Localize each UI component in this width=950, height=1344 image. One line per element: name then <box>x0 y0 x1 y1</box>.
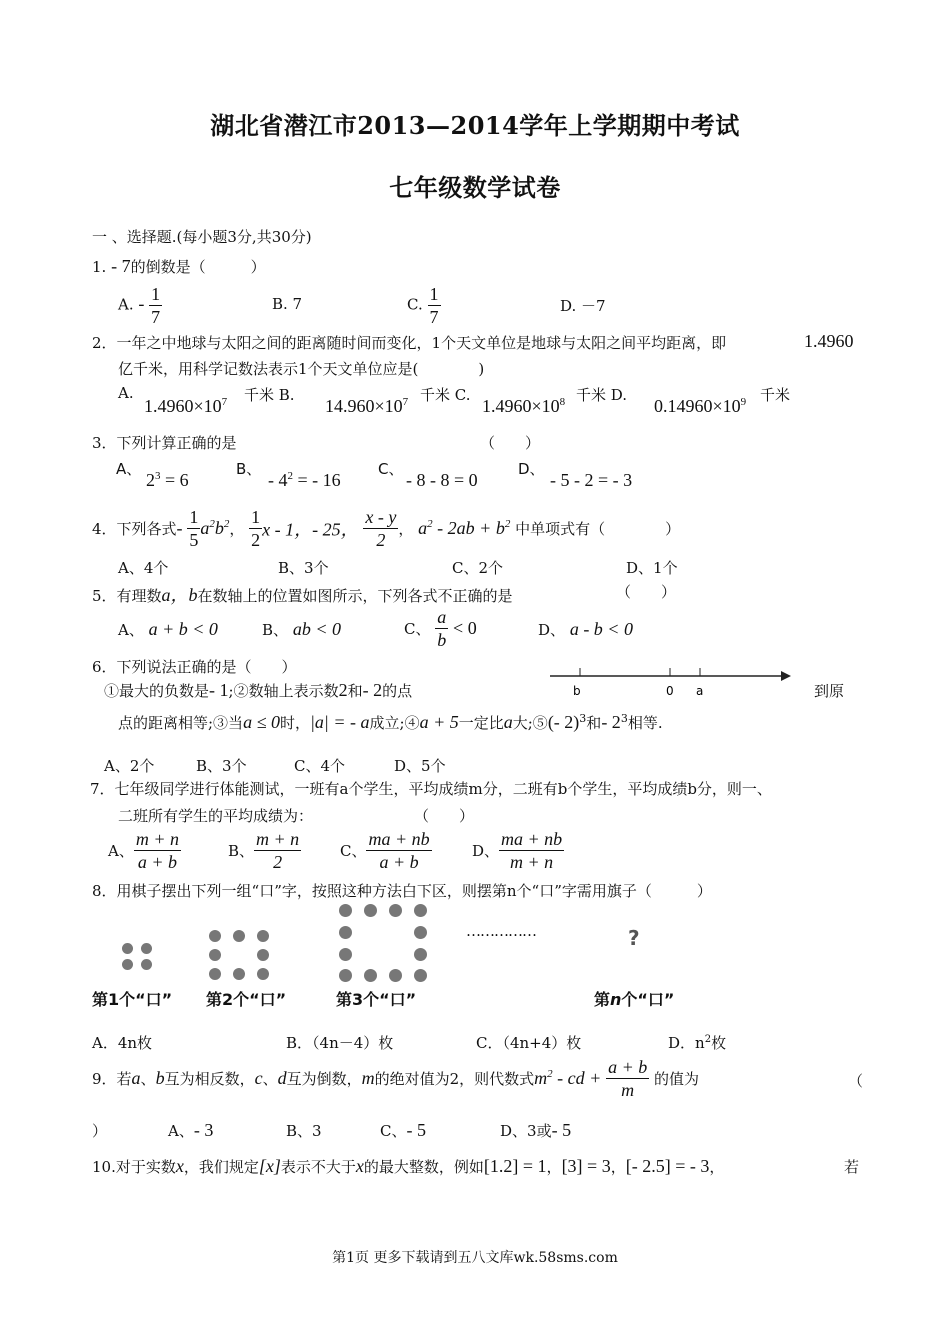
page-subtitle: 七年级数学试卷 <box>389 173 561 202</box>
q7-option-d: D、 $\frac{ma + nb}{m + n}$ <box>472 829 563 872</box>
pattern3-dot <box>389 904 402 917</box>
q9-paren-open: （ <box>848 1072 864 1090</box>
pattern3-dot <box>364 904 377 917</box>
q9-option-b: B、3 <box>286 1122 322 1140</box>
q8-option-d: D．$n^2$枚 <box>668 1034 727 1052</box>
q5-stem: 5．有理数a，b在数轴上的位置如图所示，下列各式不正确的是 <box>92 585 513 605</box>
q9-paren-close: ） <box>92 1122 108 1140</box>
q5-option-b: B、 ab < 0 <box>262 619 341 639</box>
q6-option-b: B、3个 <box>196 757 247 775</box>
q5-paren: （ ） <box>616 583 677 601</box>
q8-caption-n: 第n个“口” <box>594 990 675 1009</box>
q3-paren: （ ） <box>480 434 541 452</box>
q2-option-c-label: 千米 C. <box>420 386 471 404</box>
pattern1-dot <box>122 959 133 970</box>
q8-question-mark: ? <box>628 926 640 950</box>
page-title: 湖北省潜江市2013—2014学年上学期期中考试 <box>210 111 740 140</box>
q7-paren: （ ） <box>414 807 475 825</box>
q2-unit: 千米 <box>760 386 791 404</box>
q3-option-a-label: A、 <box>116 460 142 478</box>
q4-option-a: A、4个 <box>118 559 169 577</box>
q2-option-b-label: 千米 B. <box>244 386 295 404</box>
q10-tail: 若 <box>844 1158 860 1176</box>
q8-option-c: C．（4n+4）枚 <box>476 1034 582 1052</box>
q2-line2: 亿千米，用科学记数法表示1个天文单位应是( ) <box>118 360 485 378</box>
q6-option-a: A、2个 <box>104 757 155 775</box>
q6-line1-tail: 到原 <box>814 682 845 700</box>
q7-line1: 7．七年级同学进行体能测试，一班有a个学生，平均成绩m分，二班有b个学生，平均成绩b分，则一、 <box>90 780 772 798</box>
q9-stem: 9．若a、b互为相反数，c、d互为倒数，m的绝对值为2，则代数式$m^2$ - cd + $\frac{a + b}{m}$ 的值为 <box>92 1057 700 1100</box>
q2-line1: 2．一年之中地球与太阳之间的距离随时间而变化，1个天文单位是地球与太阳之间平均距离，即 <box>92 334 727 352</box>
pattern2-dot <box>209 968 221 980</box>
pattern3-dot <box>389 969 402 982</box>
q3-option-c-label: C、 <box>378 460 404 478</box>
q2-option-a: $1.4960\times 10^7$ <box>144 396 228 416</box>
q7-option-c: C、 $\frac{ma + nb}{a + b}$ <box>340 829 430 872</box>
q6-line2: 点的距离相等;③当a ≤ 0时，|a| = - a成立;④a + 5一定比a大;⑤(- 2)$^3$和- $2^3$相等. <box>118 712 663 732</box>
q2-option-c: $1.4960\times 10^8$ <box>482 396 566 416</box>
q5-option-a: A、 a + b < 0 <box>118 619 218 639</box>
q8-caption-1: 第1个“口” <box>92 990 173 1009</box>
pattern3-dot <box>339 948 352 961</box>
q9-option-a: A、- 3 <box>168 1120 214 1140</box>
q2-option-a-label: A. <box>118 384 134 402</box>
q7-option-a: A、 $\frac{m + n}{a + b}$ <box>108 829 179 872</box>
label-b: b <box>573 684 581 698</box>
q1-option-d: D. －7 <box>560 297 606 315</box>
q2-option-b: $14.960\times 10^7$ <box>325 396 409 416</box>
q2-option-d: $0.14960\times 10^9$ <box>654 396 747 416</box>
pattern3-dot <box>414 926 427 939</box>
pattern3-dot <box>414 969 427 982</box>
q8-stem: 8．用棋子摆出下列一组“口”字，按照这种方法白下区，则摆第n个“口”字需用旗子（ ） <box>92 882 712 900</box>
q4-option-d: D、1个 <box>626 559 678 577</box>
q8-caption-3: 第3个“口” <box>336 990 417 1009</box>
q1-option-b: B. 7 <box>272 295 303 313</box>
pattern2-dot <box>209 949 221 961</box>
q4-stem: 4．下列各式- $\frac{1}{5}$ $a^2b^2$， $\frac{1}{2}$ x - 1，- 25， $\frac{x - y}{2}$ ， $a^2 - 2ab + b^2$ 中单项式有（ ） <box>92 507 681 550</box>
q9-option-c: C、- 5 <box>380 1120 426 1140</box>
q1-option-a: A. - $\frac{1}{7}$ <box>118 284 161 327</box>
pattern1-dot <box>141 943 152 954</box>
pattern1-dot <box>122 943 133 954</box>
q1-option-c: C. $\frac{1}{7}$ <box>407 284 439 327</box>
arrow-head-icon <box>781 671 791 681</box>
pattern2-dot <box>209 930 221 942</box>
q3-option-a: $2^3 = 6$ <box>146 470 189 490</box>
pattern3-dot <box>414 904 427 917</box>
q1-stem: 1. - 7的倒数是（ ） <box>92 256 266 276</box>
pattern2-dot <box>257 968 269 980</box>
q4-option-b: B、3个 <box>278 559 329 577</box>
q3-option-c: - 8 - 8 = 0 <box>406 470 478 490</box>
q3-option-d-label: D、 <box>518 460 545 478</box>
q10-stem: 10.对于实数x，我们规定[x]表示不大于x的最大整数，例如[1.2] = 1，[3] = 3，[- 2.5] = - 3， <box>92 1156 725 1176</box>
label-0: 0 <box>666 684 674 698</box>
q7-line2: 二班所有学生的平均成绩为： <box>118 807 314 825</box>
pattern3-dot <box>339 926 352 939</box>
q2-option-d-label: 千米 D. <box>576 386 628 404</box>
q5-option-c: C、 $\frac{a}{b}$ < 0 <box>404 607 477 650</box>
pattern2-dot <box>233 968 245 980</box>
pattern3-dot <box>339 969 352 982</box>
q8-option-a: A．4n枚 <box>92 1034 153 1052</box>
q3-stem: 3．下列计算正确的是 <box>92 434 237 452</box>
q8-ellipsis: …………… <box>466 922 536 940</box>
pattern2-dot <box>257 930 269 942</box>
section-heading: 一 、选择题.(每小题3分,共30分) <box>92 228 312 246</box>
pattern2-dot <box>257 949 269 961</box>
q3-option-b: - $4^2$ = - 16 <box>268 470 341 490</box>
q5-option-d: D、 a - b < 0 <box>538 619 633 639</box>
pattern1-dot <box>141 959 152 970</box>
label-a: a <box>696 684 704 698</box>
pattern3-dot <box>414 948 427 961</box>
pattern3-dot <box>364 969 377 982</box>
q6-option-d: D、5个 <box>394 757 446 775</box>
q3-option-b-label: B、 <box>236 460 262 478</box>
q8-caption-2: 第2个“口” <box>206 990 287 1009</box>
q6-line1: ①最大的负数是- 1;②数轴上表示数2和- 2的点 <box>104 680 413 700</box>
number-line-figure <box>545 652 795 700</box>
page-footer: 第1页 更多下载请到五八文库wk.58sms.com <box>332 1250 618 1266</box>
q7-option-b: B、 $\frac{m + n}{2}$ <box>228 829 300 872</box>
q3-option-d: - 5 - 2 = - 3 <box>550 470 633 490</box>
q4-option-c: C、2个 <box>452 559 504 577</box>
pattern3-dot <box>339 904 352 917</box>
q8-option-b: B．（4n－4）枚 <box>286 1034 394 1052</box>
q6-stem: 6．下列说法正确的是（ ） <box>92 658 297 676</box>
pattern2-dot <box>233 930 245 942</box>
q6-option-c: C、4个 <box>294 757 346 775</box>
q9-option-d: D、3或- 5 <box>500 1120 572 1140</box>
q2-value: 1.4960 <box>804 331 854 351</box>
